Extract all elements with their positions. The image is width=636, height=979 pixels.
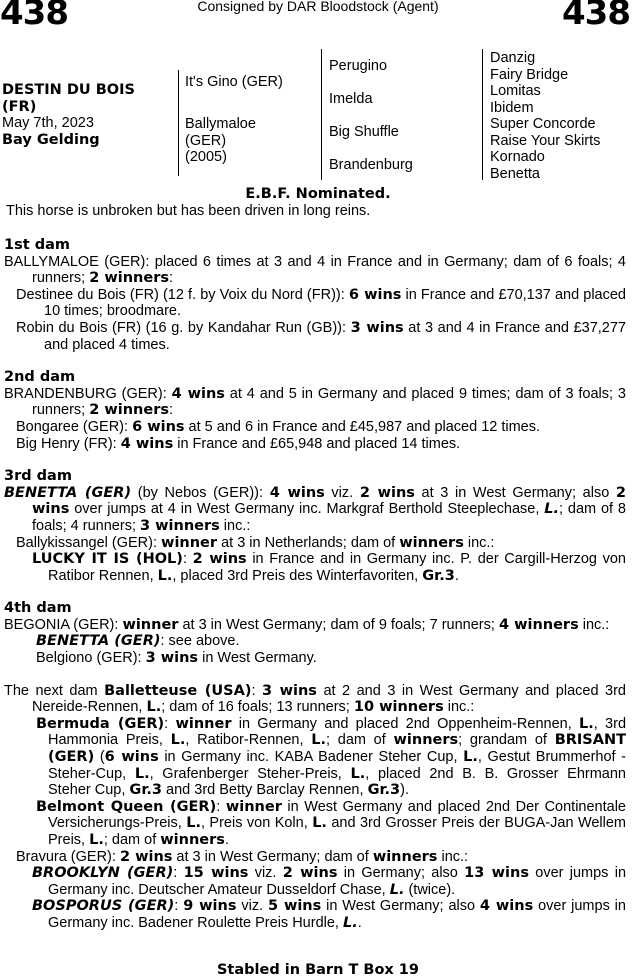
produce-entry: Belgiono (GER): 3 wins in West Germany. xyxy=(36,650,317,667)
lot-number-left: 438 xyxy=(0,0,68,33)
great-grandparent: Fairy Bridge xyxy=(490,66,569,83)
produce-entry: Bravura (GER): 2 wins at 3 in West Germany; dam of winners inc.: xyxy=(16,848,469,865)
lot-number-right: 438 xyxy=(562,0,630,33)
produce-entry: Bongaree (GER): 6 wins at 5 and 6 in France and £45,987 and placed 12 times. xyxy=(16,418,541,435)
produce-entry: Big Henry (FR): 4 wins in France and £65,948 and placed 14 times. xyxy=(16,435,461,452)
produce-entry: BENETTA (GER): see above. xyxy=(36,633,240,650)
great-grandparent: Raise Your Skirts xyxy=(490,132,601,149)
dam-name: Ballymaloe xyxy=(185,116,256,132)
horse-description: Bay Gelding xyxy=(2,131,100,148)
horse-country: (FR) xyxy=(2,98,37,115)
produce-entry: Destinee du Bois (FR) (12 f. by Voix du Nord (FR)): 6 wins in France and £70,137 and placed 10 times; broodmare. xyxy=(16,286,626,320)
great-grandparent: Benetta xyxy=(490,165,540,182)
pedigree-dam xyxy=(185,116,256,166)
horse-identity xyxy=(2,82,172,148)
section-heading-2nd-dam: 2nd dam xyxy=(4,369,76,386)
pedigree-divider-3 xyxy=(482,49,483,180)
pedigree-divider-2 xyxy=(321,49,322,180)
horse-note: This horse is unbroken but has been driven in long reins. xyxy=(6,203,371,219)
pedigree-divider-1 xyxy=(178,70,179,176)
produce-entry: LUCKY IT IS (HOL): 2 wins in France and in Germany inc. P. der Cargill-Herzog von Ratibor Rennen, L., placed 3rd Preis des Winterfavoriten, Gr.3. xyxy=(32,551,626,584)
third-dam-summary: BENETTA (GER) (by Nebos (GER)): 4 wins viz. 2 wins at 3 in West Germany; also 2 wins over jumps at 4 in West Germany inc. Markgraf Berthold Steeplechase, L.; dam of 8 foals; 4 runners; 3 winners inc.: xyxy=(4,484,627,534)
produce-entry: BROOKLYN (GER): 15 wins viz. 2 wins in Germany; also 13 wins over jumps in Germany inc. Deutscher Amateur Dusseldorf Chase, L. (twice). xyxy=(32,865,627,898)
first-dam-summary: BALLYMALOE (GER): placed 6 times at 3 and 4 in France and in Germany; dam of 6 foals; 4 runners; 2 winners: xyxy=(4,253,626,287)
great-grandparent: Ibidem xyxy=(490,99,534,116)
produce-entry: Bermuda (GER): winner in Germany and placed 2nd Oppenheim-Rennen, L., 3rd Hammonia Preis, L., Ratibor-Rennen, L.; dam of winners; grandam of BRISANT (GER) (6 wins in Germany inc. KABA Badener Steher Cup, L., Gestut Brummerhof - Steher-Cup, L., Grafenberger Steher-Preis, L., placed 2nd B. B. Grosser Ehrmann Steher Cup, Gr.3 and 3rd Betty Barclay Rennen, Gr.3). xyxy=(36,715,627,799)
section-heading-4th-dam: 4th dam xyxy=(4,600,72,617)
granddam-paternal: Imelda xyxy=(329,91,373,107)
dam-country: (GER) xyxy=(185,132,227,149)
great-grandparents xyxy=(490,50,600,182)
great-grandparent: Kornado xyxy=(490,149,545,165)
dam-line-content xyxy=(4,237,626,932)
fourth-dam-summary: BEGONIA (GER): winner at 3 in West Germany; dam of 9 foals; 7 runners; 4 winners inc.: xyxy=(4,616,610,633)
great-grandparent: Danzig xyxy=(490,50,536,66)
grandsire-paternal: Perugino xyxy=(329,58,388,74)
horse-foaled: May 7th, 2023 xyxy=(2,115,94,131)
produce-entry: Ballykissangel (GER): winner at 3 in Netherlands; dam of winners inc.: xyxy=(16,534,495,551)
horse-name: DESTIN DU BOIS xyxy=(2,82,135,98)
second-dam-summary: BRANDENBURG (GER): 4 wins at 4 and 5 in Germany and placed 9 times; dam of 3 foals; 3 runners; 2 winners: xyxy=(4,385,626,419)
next-dam-summary: The next dam Balletteuse (USA): 3 wins at 2 and 3 in West Germany and placed 3rd Nereide-Rennen, L.; dam of 16 foals; 13 runners; 10 winners inc.: xyxy=(4,682,626,716)
section-heading-1st-dam: 1st dam xyxy=(4,237,70,253)
produce-entry: BOSPORUS (GER): 9 wins viz. 5 wins in West Germany; also 4 wins over jumps in Germany inc. Badener Roulette Preis Hurdle, L.. xyxy=(32,898,626,931)
pedigree-sire: It's Gino (GER) xyxy=(185,74,283,90)
grandsire-maternal: Big Shuffle xyxy=(329,124,399,140)
produce-entry: Belmont Queen (GER): winner in West Germany and placed 2nd Der Continentale Versicherungs-Preis, L., Preis von Koln, L. and 3rd Grosser Preis der BUGA-Jan Wellem Preis, L.; dam of winners. xyxy=(36,798,627,848)
great-grandparent: Super Concorde xyxy=(490,116,596,132)
ebf-nominated: E.B.F. Nominated. xyxy=(245,186,391,202)
section-heading-3rd-dam: 3rd dam xyxy=(4,468,72,485)
produce-entry: Robin du Bois (FR) (16 g. by Kandahar Run (GB)): 3 wins at 3 and 4 in France and £37,277 and placed 4 times. xyxy=(16,319,626,353)
consignor-line: Consigned by DAR Bloodstock (Agent) xyxy=(197,0,439,14)
dam-year: (2005) xyxy=(185,149,227,165)
granddam-maternal: Brandenburg xyxy=(329,157,413,173)
great-grandparent: Lomitas xyxy=(490,83,541,99)
stabling-footer: Stabled in Barn T Box 19 xyxy=(216,962,419,978)
